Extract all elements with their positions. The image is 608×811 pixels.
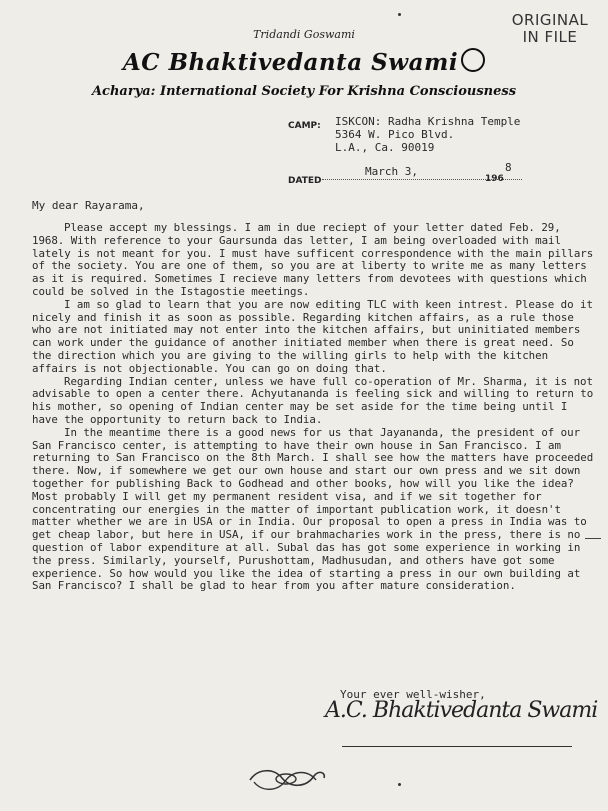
camp-line-2: 5364 W. Pico Blvd. — [335, 128, 455, 141]
letterhead-flourish-icon — [461, 48, 485, 72]
letterhead-name-text: AC Bhaktivedanta Swami — [122, 49, 459, 76]
camp-line-1: ISKCON: Radha Krishna Temple — [335, 115, 521, 128]
paragraph-1: Please accept my blessings. I am in due reciept of your letter dated Feb. 29, 1968. With reference to your Gaursunda das letter, I am being overloaded with mail lately is not meant for you. I must have sufficent correspondence with the main pillars of the society. You are one of them, so you are at liberty to write me as many letters as it is required. Sometimes I recieve many letters from devotees with questions which could be solved in the Istagostie meetings. — [32, 221, 594, 298]
camp-address — [335, 115, 520, 154]
year-printed: 196 — [485, 174, 504, 184]
camp-label: CAMP: — [288, 121, 321, 131]
stamp-line-2: IN FILE — [522, 28, 578, 46]
letterhead-name — [0, 48, 608, 76]
paragraph-2: I am so glad to learn that you are now editing TLC with keen intrest. Please do it nicely and finish it as soon as possible. Regarding kitchen affairs, as a rule those who are not initiated may not enter into the kitchen affairs, but uninitiated members can work under the guidance of another initiated member when there is great need. So the direction which you are giving to the willing girls to help with the kitchen affairs is not objectionable. You can go on doing that. — [32, 297, 593, 375]
stamp-line-1: ORIGINAL — [511, 11, 589, 29]
paragraph-4: In the meantime there is a good news for us that Jayananda, the president of our San Francisco center, is attempting to have their own house in San Francisco. I am returning to San Francisco on the 8th March. I shall see how the matters have proceeded there. Now, if somewhere we get our own house and start our own press and we sit down together for publishing Back to Godhead and other books, how will you like the idea? Most probably I will get my permanent resident visa, and if we sit together for concentrating our energies in the matter of important publication work, it doesn't matter whether we are in USA or in India. Our proposal to open a press in India was to get cheap labor, but here in USA, if our brahmacharies work in the press, there is no question of labor expenditure at all. Subal das has got some experience in working in the press. Similarly, yourself, Purushottam, Madhusudan, and others have got some experience. So how would you like the idea of starting a press in our own building at San Francisco? I shall be glad to hear from you after mature consideration. — [32, 425, 594, 593]
paragraph-3: Regarding Indian center, unless we have full co-operation of Mr. Sharma, it is not advisable to open a center there. Achyutananda is feeling sick and willing to return to his mother, so opening of Indian center may be set aside for the time being until I have the opportunity to return back to India. — [32, 374, 594, 426]
signature-underline — [342, 746, 572, 747]
paper-speck — [398, 13, 401, 16]
letterhead-subtitle: Tridandi Goswami — [253, 28, 355, 41]
letter-body — [32, 222, 598, 593]
dated-label: DATED — [288, 176, 322, 186]
closing: Your ever well-wisher, — [340, 688, 486, 701]
ornament-flourish-icon — [240, 762, 330, 796]
salutation: My dear Rayarama, — [32, 199, 145, 212]
letterhead-acharya: Acharya: International Society For Krishna Consciousness — [91, 84, 517, 99]
paper-speck-2 — [398, 783, 401, 786]
year-typed: 8 — [505, 161, 512, 174]
signature: A.C. Bhaktivedanta Swami — [325, 698, 598, 723]
date-text: March 3, — [365, 165, 418, 178]
margin-mark — [585, 538, 601, 539]
camp-line-3: L.A., Ca. 90019 — [335, 141, 435, 154]
